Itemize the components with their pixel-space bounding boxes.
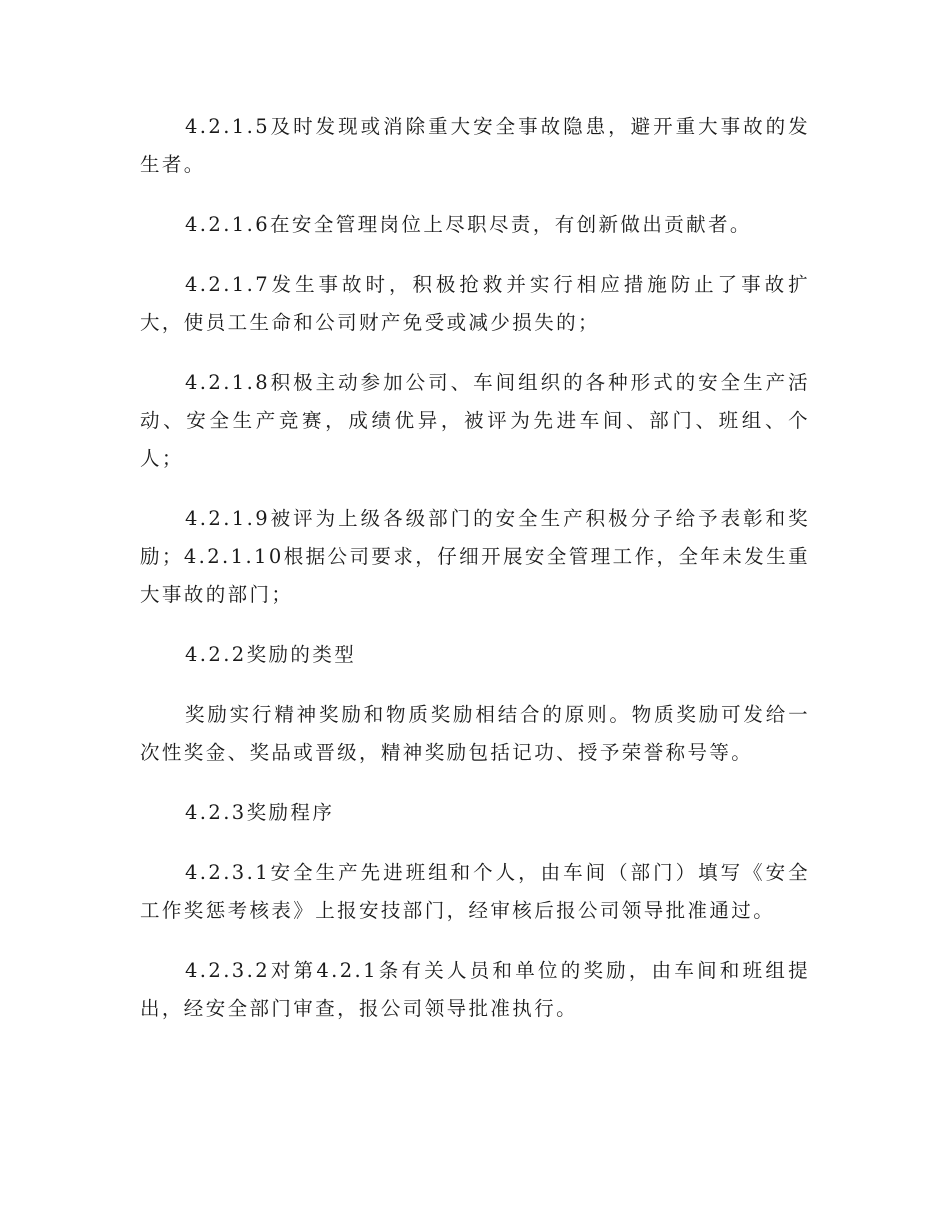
heading-4-2-3: 4.2.3奖励程序: [185, 801, 335, 824]
heading-4-2-2: 4.2.2奖励的类型: [185, 643, 357, 666]
paragraph-4-2-1-5: 4.2.1.5及时发现或消除重大安全事故隐患，避开重大事故的发生者。: [140, 115, 810, 176]
paragraph-4-2-1-9-10: 4.2.1.9被评为上级各级部门的安全生产积极分子给予表彰和奖励；4.2.1.10根据公司要求，仔细开展安全管理工作，全年未发生重大事故的部门；: [140, 507, 810, 606]
paragraph-4-2-1-7: 4.2.1.7发生事故时，积极抢救并实行相应措施防止了事故扩大，使员工生命和公司财产免受或减少损失的；: [140, 273, 810, 334]
paragraph-reward-types: 奖励实行精神奖励和物质奖励相结合的原则。物质奖励可发给一次性奖金、奖品或晋级，精神奖励包括记功、授予荣誉称号等。: [140, 703, 810, 764]
paragraph-4-2-3-1: 4.2.3.1安全生产先进班组和个人，由车间（部门）填写《安全工作奖惩考核表》上报安技部门，经审核后报公司领导批准通过。: [140, 861, 810, 922]
paragraph-4-2-1-6: 4.2.1.6在安全管理岗位上尽职尽责，有创新做出贡献者。: [185, 213, 752, 236]
paragraph-4-2-3-2: 4.2.3.2对第4.2.1条有关人员和单位的奖励，由车间和班组提出，经安全部门审查，报公司领导批准执行。: [140, 959, 810, 1020]
document-page: [140, 108, 810, 1050]
paragraph-4-2-1-8: 4.2.1.8积极主动参加公司、车间组织的各种形式的安全生产活动、安全生产竞赛，成绩优异，被评为先进车间、部门、班组、个人；: [140, 371, 810, 470]
